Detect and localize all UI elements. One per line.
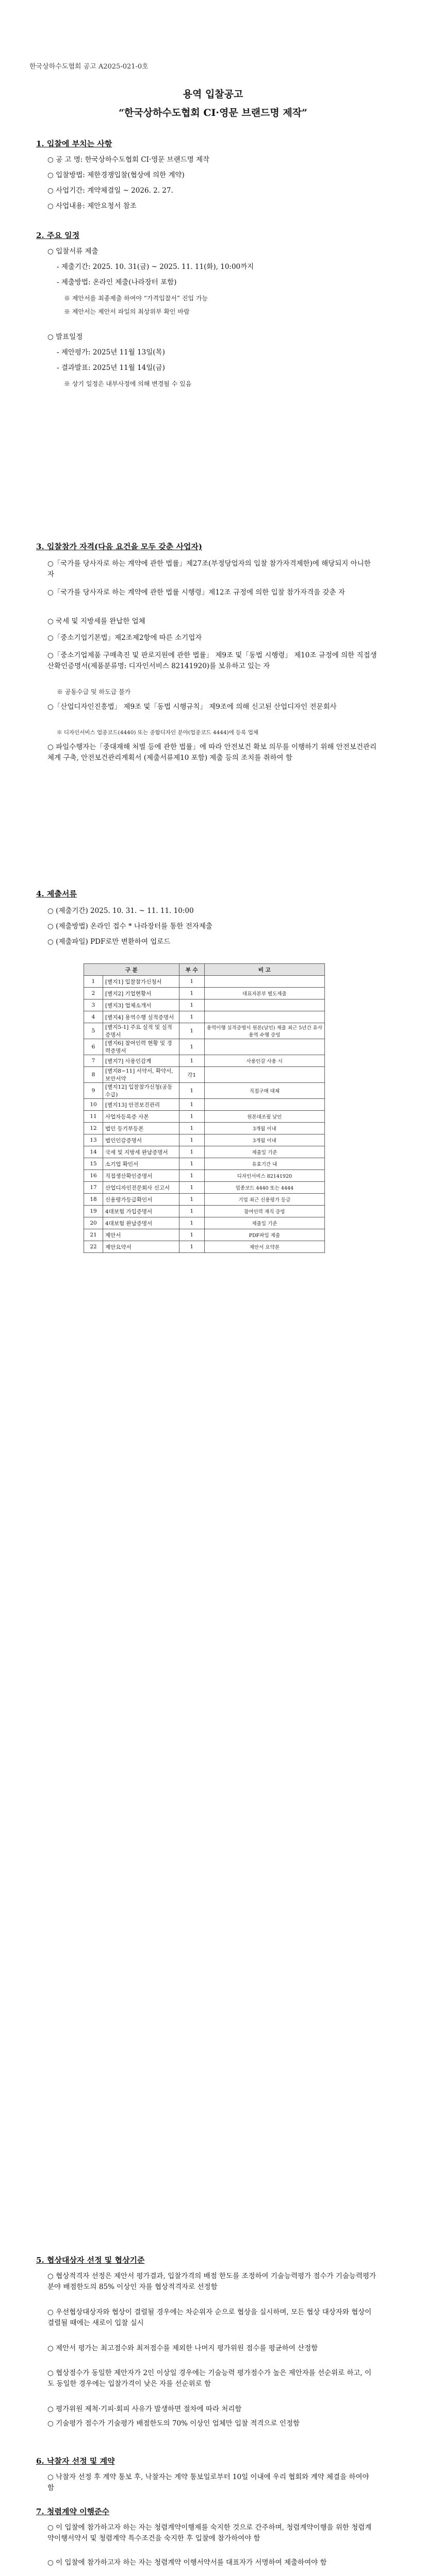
table-cell-copies: 1 — [179, 1011, 204, 1023]
table-cell-document-name: 소기업 확인서 — [103, 1158, 179, 1170]
s2-note: ※ 제안서를 최종제출 하여야 “가격입찰서” 진입 가능 — [64, 295, 208, 302]
table-cell-row-number: 9 — [84, 1083, 103, 1099]
table-header-cell: 부 수 — [179, 964, 204, 976]
section-3-heading: 3. 입찰참가 자격(다음 요건을 모두 갖춘 사업자) — [36, 542, 203, 551]
table-cell-remarks — [204, 999, 324, 1011]
s3-para: ○ 국세 및 지방세를 완납한 업체 — [47, 617, 145, 625]
table-cell-remarks: 제안서 요약본 — [204, 1241, 324, 1253]
table-cell-document-name: [별지13] 안전보건관리 — [103, 1099, 179, 1111]
s4-line: ○ (제출기간) 2025. 10. 31. ~ 11. 11. 10:00 — [47, 907, 194, 915]
table-cell-remarks: 용역이행 실적증명서 원본(날인) 제출 최근 5년간 유사용역 수행 증빙 — [204, 1023, 324, 1039]
s3-note: ※ 공동수급 및 하도급 불가 — [57, 688, 131, 696]
table-row — [84, 1067, 325, 1083]
table-cell-copies: 1 — [179, 1182, 204, 1194]
table-row — [84, 1134, 325, 1146]
page-title: 용역 입찰공고 — [183, 89, 243, 100]
table-cell-row-number: 21 — [84, 1229, 103, 1241]
table-cell-document-name: [별지5-1] 주요 실적 및 실적증명서 — [103, 1023, 179, 1039]
table-cell-document-name: [별지7] 사용인감계 — [103, 1055, 179, 1067]
table-cell-remarks — [204, 1011, 324, 1023]
table-cell-remarks — [204, 1099, 324, 1111]
s2-line: - 제출기간: 2025. 10. 31(금) ~ 2025. 11. 11(화), 10:00까지 — [57, 263, 254, 271]
table-cell-row-number: 4 — [84, 1011, 103, 1023]
table-cell-row-number: 8 — [84, 1067, 103, 1083]
table-cell-row-number: 11 — [84, 1111, 103, 1123]
table-row — [84, 1170, 325, 1182]
table-cell-document-name: 4대보험 완납증명서 — [103, 1217, 179, 1229]
table-cell-remarks — [204, 1039, 324, 1055]
table-cell-copies: 1 — [179, 1229, 204, 1241]
table-cell-copies: 1 — [179, 999, 204, 1011]
s3-para: ○「국가를 당사자로 하는 계약에 관한 법률 시행령」제12조 규정에 의한 입찰 참가자격을 갖춘 자 — [47, 588, 345, 597]
table-cell-remarks — [204, 976, 324, 988]
table-row — [84, 1055, 325, 1067]
s3-para: ○「국가를 당사자로 하는 계약에 관한 법률」제27조(부정당업자의 입찰 참가자격제한)에 해당되지 아니한 자 — [47, 560, 371, 579]
table-cell-document-name: 제안서 — [103, 1229, 179, 1241]
s2-line: - 결과발표: 2025년 11월 14일(금) — [57, 364, 165, 372]
table-cell-row-number: 20 — [84, 1217, 103, 1229]
table-cell-document-name: 사업자등록증 사본 — [103, 1111, 179, 1123]
s5-para: ○ 협상점수가 동일한 제안자가 2인 이상일 경우에는 기술능력 평가점수가 높은 제안자를 선순위로 하고, 이도 동일한 경우에는 입찰가격이 낮은 자를 선순위로 함 — [47, 2369, 372, 2388]
s5-para: ○ 기술평가 점수가 기술평가 배점한도의 70% 이상인 업체만 입찰 적격으로 인정함 — [47, 2419, 300, 2428]
table-cell-row-number: 2 — [84, 988, 103, 999]
table-cell-row-number: 13 — [84, 1134, 103, 1146]
table-cell-row-number: 5 — [84, 1023, 103, 1039]
s1-line: ○ 공 고 명: 한국상하수도협회 CI·영문 브랜드명 제작 — [47, 156, 210, 164]
table-cell-remarks: 원본대조필 날인 — [204, 1111, 324, 1123]
table-cell-remarks: 대표자본부 별도제출 — [204, 988, 324, 999]
s4-line: ○ (제출방법) 온라인 접수 * 나라장터를 통한 전자제출 — [47, 922, 212, 930]
table-cell-copies: 1 — [179, 1241, 204, 1253]
table-cell-copies: 1 — [179, 1055, 204, 1067]
table-cell-document-name: 4대보험 가입증명서 — [103, 1206, 179, 1217]
table-cell-remarks: 사용인감 사용 시 — [204, 1055, 324, 1067]
table-cell-copies: 1 — [179, 976, 204, 988]
table-cell-copies: 1 — [179, 1194, 204, 1206]
table-cell-row-number: 10 — [84, 1099, 103, 1111]
table-cell-document-name: [별지4] 용역수행 실적증명서 — [103, 1011, 179, 1023]
s5-para: ○ 협상적격자 선정은 제안서 평가결과, 입찰가격의 배점 한도를 조정하여 기술능력평가 점수가 기술능력평가분야 배점한도의 85% 이상인 자를 협상적격자로 선정함 — [47, 2272, 376, 2291]
section-7-heading: 7. 청렴계약 이행준수 — [36, 2507, 110, 2516]
table-row — [84, 1241, 325, 1253]
table-row — [84, 988, 325, 999]
table-cell-remarks: 제출일 기준 — [204, 1217, 324, 1229]
table-header-cell: 비 고 — [204, 964, 324, 976]
table-cell-copies: 1 — [179, 1206, 204, 1217]
table-cell-copies: 1 — [179, 988, 204, 999]
s7-para: ○ 이 입찰에 참가하고자 하는 자는 청렴계약이행제를 숙지한 것으로 간주하며, 청렴계약이행을 위한 청렴계약이행서약서 및 청렴계약 특수조건을 숙지한 후 입찰에 참가하여야 함 — [47, 2523, 372, 2543]
table-cell-row-number: 16 — [84, 1170, 103, 1182]
section-5-heading: 5. 협상대상자 선정 및 협상기준 — [36, 2256, 145, 2265]
s5-para: ○ 우선협상대상자와 협상이 결렬될 경우에는 차순위자 순으로 협상을 실시하며, 모든 협상 대상자와 협상이 결렬될 때에는 새로이 입찰 실시 — [47, 2308, 372, 2327]
table-cell-row-number: 14 — [84, 1146, 103, 1158]
table-cell-document-name: [별지8~11] 서약서, 확약서, 보안서약 — [103, 1067, 179, 1083]
table-cell-document-name: 직접생산확인증명서 — [103, 1170, 179, 1182]
table-row — [84, 1229, 325, 1241]
table-row — [84, 1217, 325, 1229]
table-cell-document-name: 법인 등기부등본 — [103, 1123, 179, 1134]
s3-note: ※ 디자인서비스 업종코드(4440) 또는 종합디자인 분야(업종코드 4444)에 등록 업체 — [57, 730, 259, 736]
table-cell-document-name: [별지2] 기업현황서 — [103, 988, 179, 999]
table-cell-row-number: 17 — [84, 1182, 103, 1194]
table-row — [84, 1011, 325, 1023]
table-cell-remarks: 참여인력 재직 증빙 — [204, 1206, 324, 1217]
table-cell-row-number: 6 — [84, 1039, 103, 1055]
s5-para: ○ 평가위원 제척·기피·회피 사유가 발생하면 절차에 따라 처리함 — [47, 2405, 242, 2413]
s3-para: ○ 파일수행자는「중대재해 처벌 등에 관한 법률」에 따라 안전보건 확보 의무를 이행하기 위해 안전보건관리체계 구축, 안전보건관리계획서 (제출서류제10 포함) 제출 등의 조치를 취하여 함 — [47, 743, 376, 762]
table-row — [84, 976, 325, 988]
table-cell-document-name: [별지12] 입찰참가신청(공동수급) — [103, 1083, 179, 1099]
table-cell-copies: 1 — [179, 1111, 204, 1123]
s1-line: ○ 입찰방법: 제한경쟁입찰(협상에 의한 계약) — [47, 171, 185, 179]
section-1-heading: 1. 입찰에 부치는 사항 — [36, 139, 112, 148]
table-cell-remarks: 직접구매 대체 — [204, 1083, 324, 1099]
s3-para: ○「중소기업제품 구매촉진 및 판로지원에 관한 법률」 제9조 및「동법 시행령」 제10조 규정에 의한 직접생산확인증명서(제품분류명: 디자인서비스 82141920)를 보유하고 있는 자 — [47, 651, 377, 670]
section-4-heading: 4. 제출서류 — [36, 889, 77, 899]
table-cell-document-name: [별지1] 입찰참가신청서 — [103, 976, 179, 988]
table-cell-row-number: 1 — [84, 976, 103, 988]
section-2-heading: 2. 주요 일정 — [36, 231, 80, 240]
table-cell-copies: 1 — [179, 1217, 204, 1229]
s2-item-title: ○ 입찰서류 제출 — [47, 247, 99, 256]
table-row — [84, 1158, 325, 1170]
table-cell-remarks: 3개월 이내 — [204, 1134, 324, 1146]
table-cell-copies: 1 — [179, 1083, 204, 1099]
table-cell-document-name: 산업디자인전문회사 신고서 — [103, 1182, 179, 1194]
table-cell-document-name: 법인인감증명서 — [103, 1134, 179, 1146]
table-row — [84, 1194, 325, 1206]
table-cell-copies: 각1 — [179, 1067, 204, 1083]
table-row — [84, 999, 325, 1011]
table-cell-copies: 1 — [179, 1134, 204, 1146]
table-cell-row-number: 19 — [84, 1206, 103, 1217]
notice-number: 한국상하수도협회 공고 A2025-021-0호 — [29, 63, 149, 71]
table-cell-row-number: 7 — [84, 1055, 103, 1067]
s6-para: ○ 낙찰자 선정 후 계약 통보 후, 낙찰자는 계약 통보일로부터 10일 이내에 우리 협회와 계약 체결을 하여야 함 — [47, 2473, 369, 2492]
table-cell-copies: 1 — [179, 1146, 204, 1158]
table-cell-remarks: 유효기간 내 — [204, 1158, 324, 1170]
table-row — [84, 1146, 325, 1158]
table-row — [84, 1182, 325, 1194]
table-cell-copies: 1 — [179, 1170, 204, 1182]
s4-line: ○ (제출파일) PDF로만 변환하여 업로드 — [47, 938, 171, 946]
table-cell-document-name: [별지6] 참여인력 현황 및 경력증명서 — [103, 1039, 179, 1055]
table-cell-remarks: 3개월 이내 — [204, 1123, 324, 1134]
table-cell-copies: 1 — [179, 1099, 204, 1111]
s1-line: ○ 사업기간: 계약체결일 ~ 2026. 2. 27. — [47, 187, 173, 195]
table-cell-document-name: 국세 및 지방세 완납증명서 — [103, 1146, 179, 1158]
s2-line: - 제안평가: 2025년 11월 13일(목) — [57, 348, 165, 357]
s7-para: ○ 이 입찰에 참가하고자 하는 자는 청렴계약 이행서약서를 대표자가 서명하여 제출하여야 함 — [47, 2558, 327, 2567]
s2-note: ※ 상기 일정은 내부사정에 의해 변경될 수 있음 — [64, 380, 192, 387]
table-cell-copies: 1 — [179, 1023, 204, 1039]
section-6-heading: 6. 낙찰자 선정 및 계약 — [36, 2456, 115, 2466]
table-row — [84, 1083, 325, 1099]
table-row — [84, 1206, 325, 1217]
table-cell-copies: 1 — [179, 1158, 204, 1170]
s2-note: ※ 제안서는 제안서 파일의 최상위부 확인 바람 — [64, 308, 190, 315]
submission-documents-table — [84, 963, 325, 1253]
s3-para: ○「중소기업기본법」제2조제2항에 따른 소기업자 — [47, 634, 202, 642]
table-row — [84, 1111, 325, 1123]
table-cell-remarks: PDF파일 제출 — [204, 1229, 324, 1241]
table-cell-row-number: 12 — [84, 1123, 103, 1134]
s2-line: - 제출방법: 온라인 제출(나라장터 포함) — [57, 278, 177, 286]
table-cell-row-number: 3 — [84, 999, 103, 1011]
table-cell-remarks: 기업 최근 신용평가 등급 — [204, 1194, 324, 1206]
table-row — [84, 1123, 325, 1134]
table-row — [84, 1023, 325, 1039]
table-cell-remarks — [204, 1067, 324, 1083]
table-header-cell: 구 분 — [84, 964, 179, 976]
table-header-row — [84, 964, 325, 976]
table-cell-copies: 1 — [179, 1123, 204, 1134]
table-cell-remarks: 디자인서비스 82141920 — [204, 1170, 324, 1182]
table-cell-row-number: 15 — [84, 1158, 103, 1170]
s2-item-title: ○ 발표일정 — [47, 333, 83, 341]
table-cell-document-name: 제안요약서 — [103, 1241, 179, 1253]
page-subtitle: “한국상하수도협회 CI·영문 브랜드명 제작” — [119, 107, 307, 118]
table-cell-remarks: 제출일 기준 — [204, 1146, 324, 1158]
s1-line: ○ 사업내용: 제안요청서 참조 — [47, 202, 137, 210]
table-cell-document-name: 신용평가등급확인서 — [103, 1194, 179, 1206]
table-cell-document-name: [별지3] 업체소개서 — [103, 999, 179, 1011]
s5-para: ○ 제안서 평가는 최고점수와 최저점수를 제외한 나머지 평가위원 점수를 평균하여 산정함 — [47, 2344, 318, 2352]
table-cell-copies: 1 — [179, 1039, 204, 1055]
table-cell-row-number: 18 — [84, 1194, 103, 1206]
table-cell-row-number: 22 — [84, 1241, 103, 1253]
table-cell-remarks: 업종코드 4440 또는 4444 — [204, 1182, 324, 1194]
table-row — [84, 1099, 325, 1111]
s3-para: ○「산업디자인진흥법」 제9조 및「동법 시행규칙」 제9조에 의해 신고된 산업디자인 전문회사 — [47, 703, 337, 711]
table-row — [84, 1039, 325, 1055]
